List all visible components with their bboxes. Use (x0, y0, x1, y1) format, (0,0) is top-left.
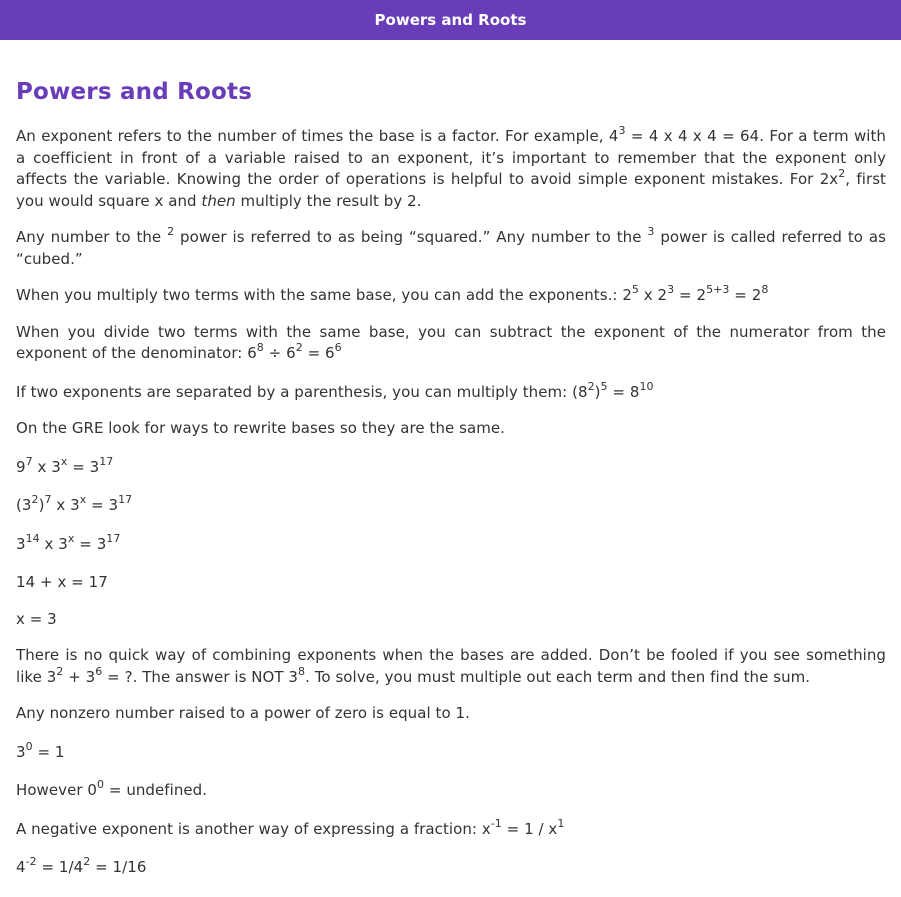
paragraph-multiply-rule: When you multiply two terms with the same base, you can add the exponents.: $2^5$ x $2^3 = 2^{5+3} = 2^8$ (16, 283, 769, 304)
paragraph-parenthesis-rule: If two exponents are separated by a parenthesis, you can multiply them: $(8^2)^5 = 8^{10}$ (16, 379, 654, 401)
equation-step-1: $9^7$ x $3^x = 3^{17}$ (16, 454, 114, 476)
paragraph-divide-rule: When you divide two terms with the same base, you can subtract the exponent of the numerator from the exponent of the denominator: $6^8 \div 6^2 = 6^6$ (16, 322, 886, 362)
page-title: Powers and Roots (16, 79, 253, 105)
equation-negative-exponent: $4^{-2} = 1/4^2 = 1/16$ (16, 855, 147, 876)
equation-step-5: x = 3 (16, 609, 57, 628)
paragraph-negative-exponent: A negative exponent is another way of expressing a fraction: $x^{-1} = 1 / x^1$ (16, 816, 565, 838)
paragraph-squared-cubed: Any number to the $^2$ power is referred to as being “squared.” Any number to the $^3$ power is called referred to as “cubed.” (16, 225, 886, 268)
paragraph-added-bases: There is no quick way of combining exponents when the bases are added. Don’t be fooled if you see something like $3^2 + 3^6$ = ?. The answer is NOT $3^8$. To solve, you must multiple out each term and then find the sum. (16, 646, 886, 686)
article (0, 78, 901, 879)
equation-zero-power: $3^0 = 1$ (16, 739, 65, 761)
equation-step-3: $3^{14}$ x $3^x = 3^{17}$ (16, 531, 121, 553)
header-title: Powers and Roots (374, 11, 527, 29)
paragraph-zero-power: Any nonzero number raised to a power of zero is equal to 1. (16, 704, 470, 722)
equation-step-4: 14 + x = 17 (16, 573, 108, 591)
equation-step-2: $(3^2)^7$ x $3^x = 3^{17}$ (16, 493, 133, 514)
paragraph-zero-undefined: However $0^0$ = undefined. (16, 778, 208, 799)
app-header (0, 0, 901, 40)
paragraph-exponent-definition: An exponent refers to the number of times the base is a factor. For example, $4^3 = 4$ x 4 x 4 = 64. For a term with a coefficient in front of a variable raised to an exponent, it’s important to remember that the exponent only affects the variable. Knowing the order of operations is helpful to avoid simple exponent mistakes. For $2x^2$, first you would square x and then multiply the result by 2. (16, 124, 886, 210)
paragraph-gre-tip: On the GRE look for ways to rewrite bases so they are the same. (16, 419, 505, 437)
